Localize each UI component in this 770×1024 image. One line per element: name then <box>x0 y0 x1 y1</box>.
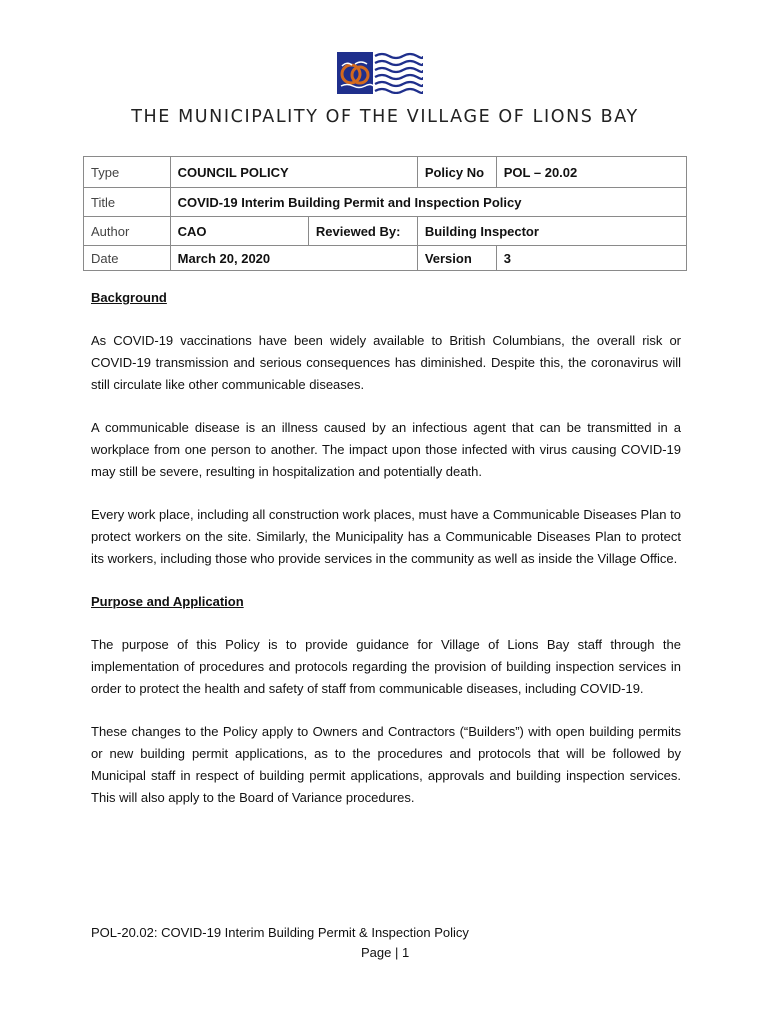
municipality-heading: THE MUNICIPALITY OF THE VILLAGE OF LIONS BAY <box>131 107 639 127</box>
purpose-heading: Purpose and Application <box>91 594 244 609</box>
page-footer <box>91 923 681 960</box>
type-label: Type <box>84 157 171 188</box>
background-heading: Background <box>91 290 167 305</box>
purpose-paragraph: These changes to the Policy apply to Owners and Contractors (“Builders”) with open building permits or new building permit applications, as to the procedures and protocols that will be followed by Municipal staff in respect of building permit applications, approvals and building inspection services. This will also apply to the Board of Variance procedures. <box>91 724 681 805</box>
background-paragraph: As COVID-19 vaccinations have been widely available to British Columbians, the overall risk or COVID-19 transmission and serious consequences has diminished. Despite this, the coronavirus will still circulate like other communicable diseases. <box>91 333 681 392</box>
date-value: March 20, 2020 <box>170 246 417 271</box>
title-value: COVID-19 Interim Building Permit and Inspection Policy <box>170 188 686 217</box>
author-value: CAO <box>170 217 308 246</box>
title-label: Title <box>84 188 171 217</box>
type-value: COUNCIL POLICY <box>170 157 417 188</box>
policy-no-label: Policy No <box>417 157 496 188</box>
author-label: Author <box>84 217 171 246</box>
footer-doc-ref: POL-20.02: COVID-19 Interim Building Permit & Inspection Policy <box>91 925 469 940</box>
date-label: Date <box>84 246 171 271</box>
background-paragraph: Every work place, including all construction work places, must have a Communicable Diseases Plan to protect workers on the site. Similarly, the Municipality has a Communicable Diseases Plan to protect its workers, including those who provide services in the community as well as inside the Village Office. <box>91 507 681 566</box>
policy-info-table <box>83 156 687 271</box>
version-label: Version <box>417 246 496 271</box>
purpose-paragraph: The purpose of this Policy is to provide guidance for Village of Lions Bay staff through the implementation of procedures and protocols regarding the provision of building inspection services in order to protect the health and safety of staff from communicable diseases, including COVID-19. <box>91 637 681 696</box>
page-number: Page | 1 <box>361 945 410 960</box>
version-value: 3 <box>496 246 686 271</box>
reviewed-by-label: Reviewed By: <box>308 217 417 246</box>
lions-bay-wave-logo-icon <box>337 52 423 94</box>
policy-no-value: POL – 20.02 <box>496 157 686 188</box>
reviewed-by-value: Building Inspector <box>417 217 686 246</box>
policy-body <box>91 287 681 809</box>
background-paragraph: A communicable disease is an illness caused by an infectious agent that can be transmitted in a workplace from one person to another. The impact upon those infected with virus causing COVID-19 may still be severe, resulting in hospitalization and potentially death. <box>91 420 681 479</box>
